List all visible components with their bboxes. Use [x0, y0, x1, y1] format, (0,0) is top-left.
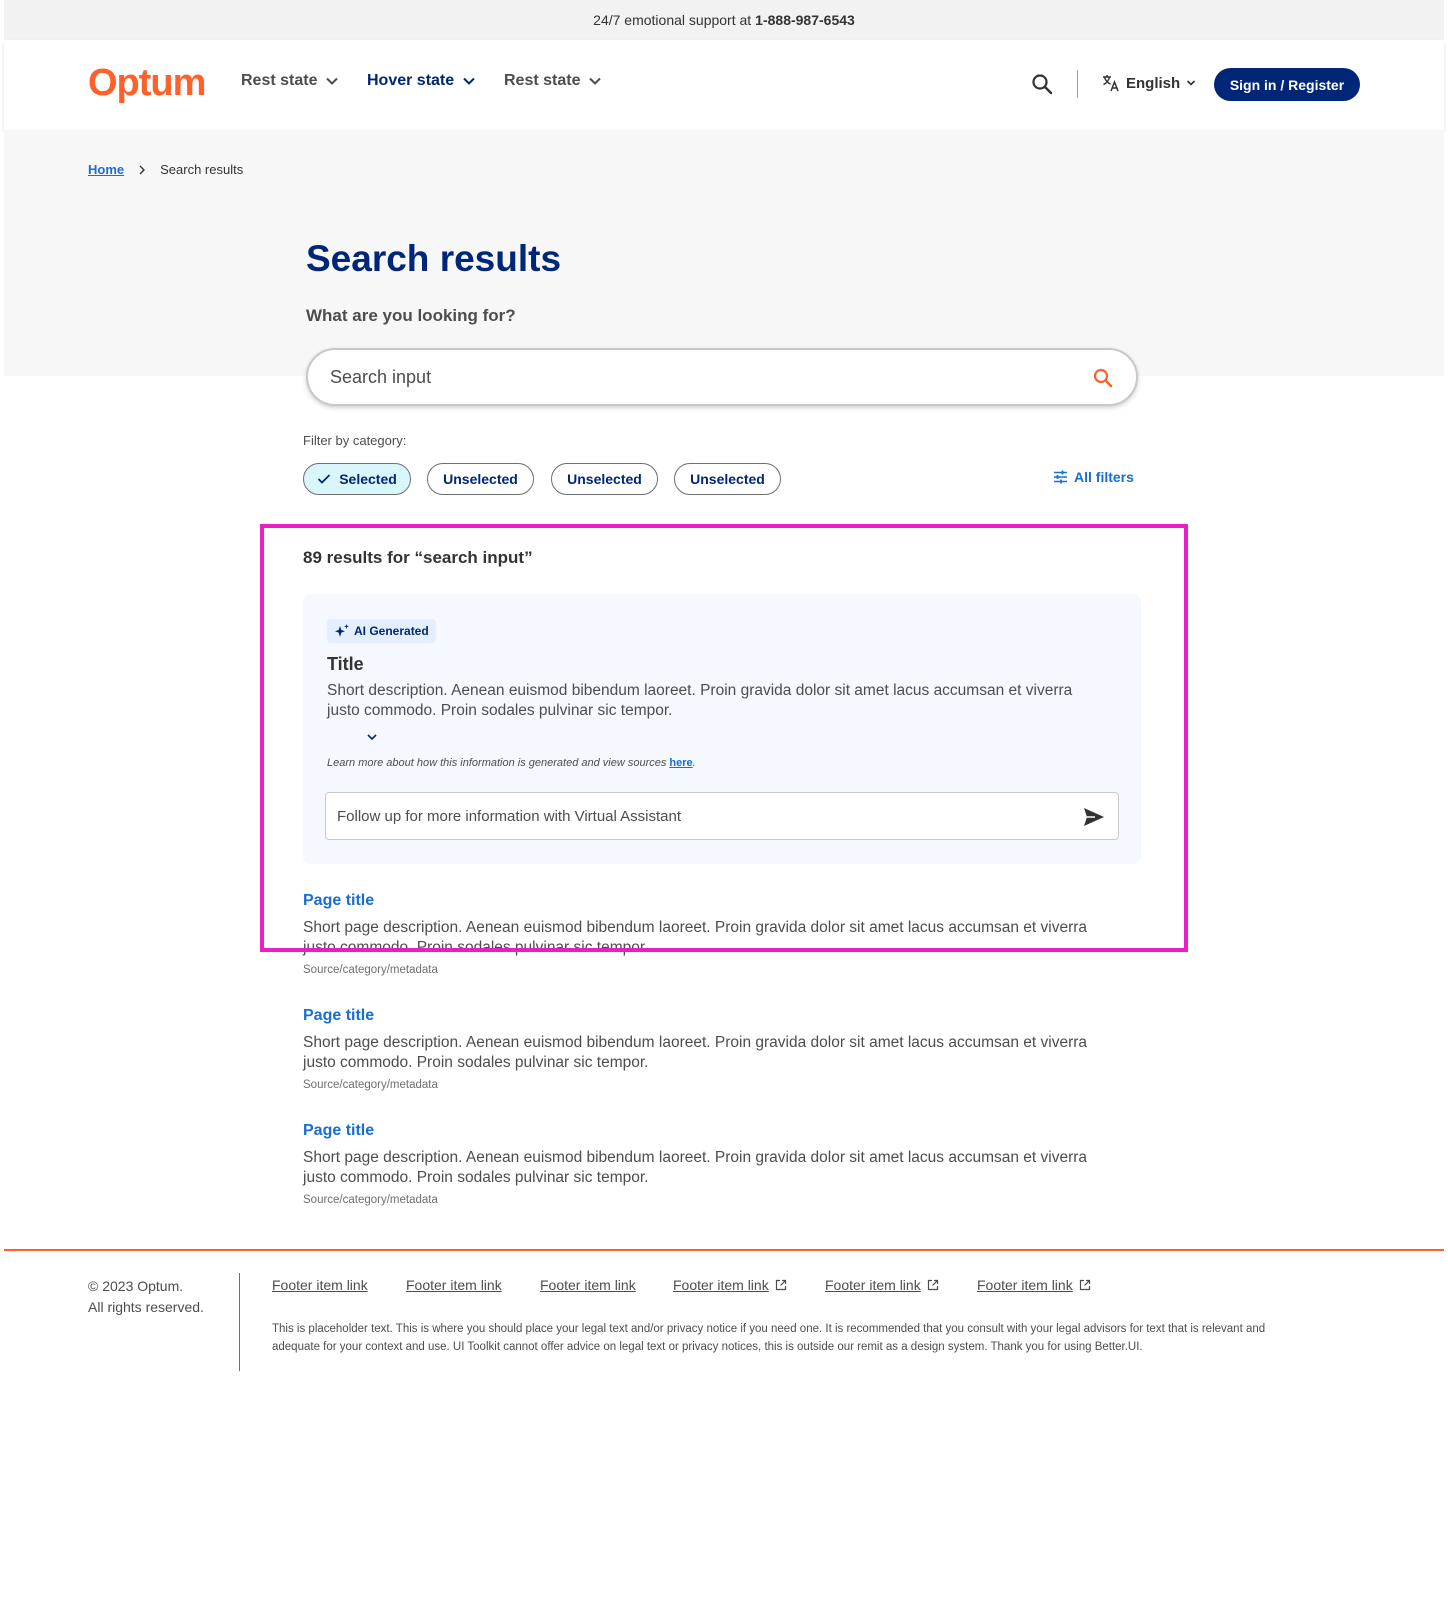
footer-link[interactable]: [272, 1277, 368, 1293]
nav-item-label: Rest state: [241, 72, 318, 89]
ai-summary-card: [303, 594, 1141, 864]
nav-item-1[interactable]: [241, 72, 339, 90]
footer-link-label: Footer item link: [406, 1277, 502, 1293]
chevron-down-icon[interactable]: [365, 730, 379, 744]
chip-label: Unselected: [443, 471, 518, 487]
breadcrumb-current: Search results: [160, 162, 244, 177]
filter-chip[interactable]: [551, 463, 658, 495]
ai-badge-label: AI Generated: [354, 624, 429, 638]
result-metadata: Source/category/metadata: [303, 1194, 438, 1206]
result-metadata: Source/category/metadata: [303, 964, 438, 976]
language-selector[interactable]: [1102, 74, 1196, 92]
support-phone[interactable]: 1-888-987-6543: [755, 12, 855, 28]
header-divider: [1077, 70, 1078, 98]
chevron-down-icon: [1186, 78, 1196, 88]
filter-label: Filter by category:: [303, 433, 407, 448]
chevron-right-icon: [138, 165, 146, 175]
result-title-link[interactable]: Page title: [303, 1122, 375, 1139]
search-label: What are you looking for?: [306, 306, 516, 325]
chevron-down-icon: [462, 74, 476, 88]
filter-chip[interactable]: [427, 463, 534, 495]
send-icon[interactable]: [1082, 805, 1106, 829]
result-metadata: Source/category/metadata: [303, 1079, 438, 1091]
filter-chip[interactable]: [674, 463, 781, 495]
search-box[interactable]: [306, 348, 1138, 406]
nav-item-label: Rest state: [504, 72, 581, 89]
virtual-assistant-field[interactable]: [325, 792, 1119, 840]
signin-register-button[interactable]: Sign in / Register: [1214, 68, 1360, 101]
copyright-text: © 2023 Optum.: [88, 1278, 184, 1294]
legal-text: This is placeholder text. This is where you should place your legal text and/or privacy notice if you need one. It is recommended that you consult with your legal advisors for text that is relevant and adequate for your context and use. UI Toolkit cannot offer advice on legal text or privacy notices, this is outside our remit as a design system. Thank you for using Better.UI.: [272, 1323, 1266, 1353]
chevron-down-icon: [325, 74, 339, 88]
translate-icon: [1102, 74, 1120, 92]
external-link-icon: [1079, 1279, 1091, 1291]
filter-sliders-icon: [1053, 470, 1068, 484]
footer-copyright: [88, 1276, 204, 1318]
search-result: [303, 1007, 1123, 1091]
footer-link[interactable]: [540, 1277, 636, 1293]
ai-generated-badge: [327, 619, 436, 643]
sparkle-icon: [334, 623, 350, 639]
language-label: English: [1126, 74, 1181, 92]
result-description: Short page description. Aenean euismod bibendum laoreet. Proin gravida dolor sit amet lacus accumsan et viverra justo commodo. Proin sodales pulvinar sic tempor.: [303, 1149, 1088, 1186]
footer-vertical-divider: [239, 1273, 240, 1371]
result-title-link[interactable]: Page title: [303, 892, 375, 909]
external-link-icon: [927, 1279, 939, 1291]
ai-note-text: Learn more about how this information is generated and view sources: [327, 757, 667, 769]
footer-link[interactable]: [406, 1277, 502, 1293]
footer-link-label: Footer item link: [272, 1277, 368, 1293]
nav-item-2[interactable]: [367, 72, 476, 90]
footer-link-label: Footer item link: [825, 1277, 921, 1293]
footer-link[interactable]: [977, 1277, 1091, 1293]
external-link-icon: [775, 1279, 787, 1291]
chip-label: Selected: [339, 471, 397, 487]
check-icon: [317, 473, 331, 485]
ai-card-title: Title: [327, 654, 364, 674]
filter-chip-selected[interactable]: [303, 463, 411, 495]
footer-link-label: Footer item link: [540, 1277, 636, 1293]
header: [4, 40, 1444, 130]
nav-item-3[interactable]: [504, 72, 602, 90]
chip-label: Unselected: [567, 471, 642, 487]
breadcrumb: [88, 162, 243, 177]
support-bar: [4, 0, 1444, 40]
nav-item-label: Hover state: [367, 72, 455, 89]
search-result: [303, 1122, 1123, 1206]
footer-link[interactable]: [825, 1277, 939, 1293]
footer-link[interactable]: [673, 1277, 787, 1293]
chevron-down-icon: [588, 74, 602, 88]
footer-link-label: Footer item link: [673, 1277, 769, 1293]
search-result: [303, 892, 1123, 976]
search-icon[interactable]: [1092, 367, 1114, 389]
all-filters-label: All filters: [1074, 469, 1134, 485]
search-icon[interactable]: [1030, 72, 1054, 96]
result-title-link[interactable]: Page title: [303, 1007, 375, 1024]
ai-card-description: Short description. Aenean euismod bibendum laoreet. Proin gravida dolor sit amet lacus accumsan et viverra justo commodo. Proin sodales pulvinar sic tempor.: [327, 682, 1073, 719]
all-filters-button[interactable]: [1053, 469, 1134, 485]
search-input[interactable]: [330, 367, 1050, 388]
rights-text: All rights reserved.: [88, 1299, 204, 1315]
breadcrumb-home[interactable]: Home: [88, 162, 125, 177]
result-description: Short page description. Aenean euismod bibendum laoreet. Proin gravida dolor sit amet lacus accumsan et viverra justo commodo. Proin sodales pulvinar sic tempor.: [303, 919, 1088, 956]
ai-sources-note: Learn more about how this information is generated and view sources here.: [327, 757, 696, 769]
support-text: 24/7 emotional support at: [593, 12, 752, 28]
page-title: Search results: [306, 238, 562, 279]
optum-logo[interactable]: Optum: [88, 62, 206, 104]
footer-link-label: Footer item link: [977, 1277, 1073, 1293]
assistant-input[interactable]: [337, 808, 1057, 825]
ai-sources-link[interactable]: here: [669, 757, 693, 769]
results-count: 89 results for “search input”: [303, 548, 533, 567]
chip-label: Unselected: [690, 471, 765, 487]
result-description: Short page description. Aenean euismod bibendum laoreet. Proin gravida dolor sit amet lacus accumsan et viverra justo commodo. Proin sodales pulvinar sic tempor.: [303, 1034, 1088, 1071]
footer-divider-line: [4, 1249, 1444, 1251]
